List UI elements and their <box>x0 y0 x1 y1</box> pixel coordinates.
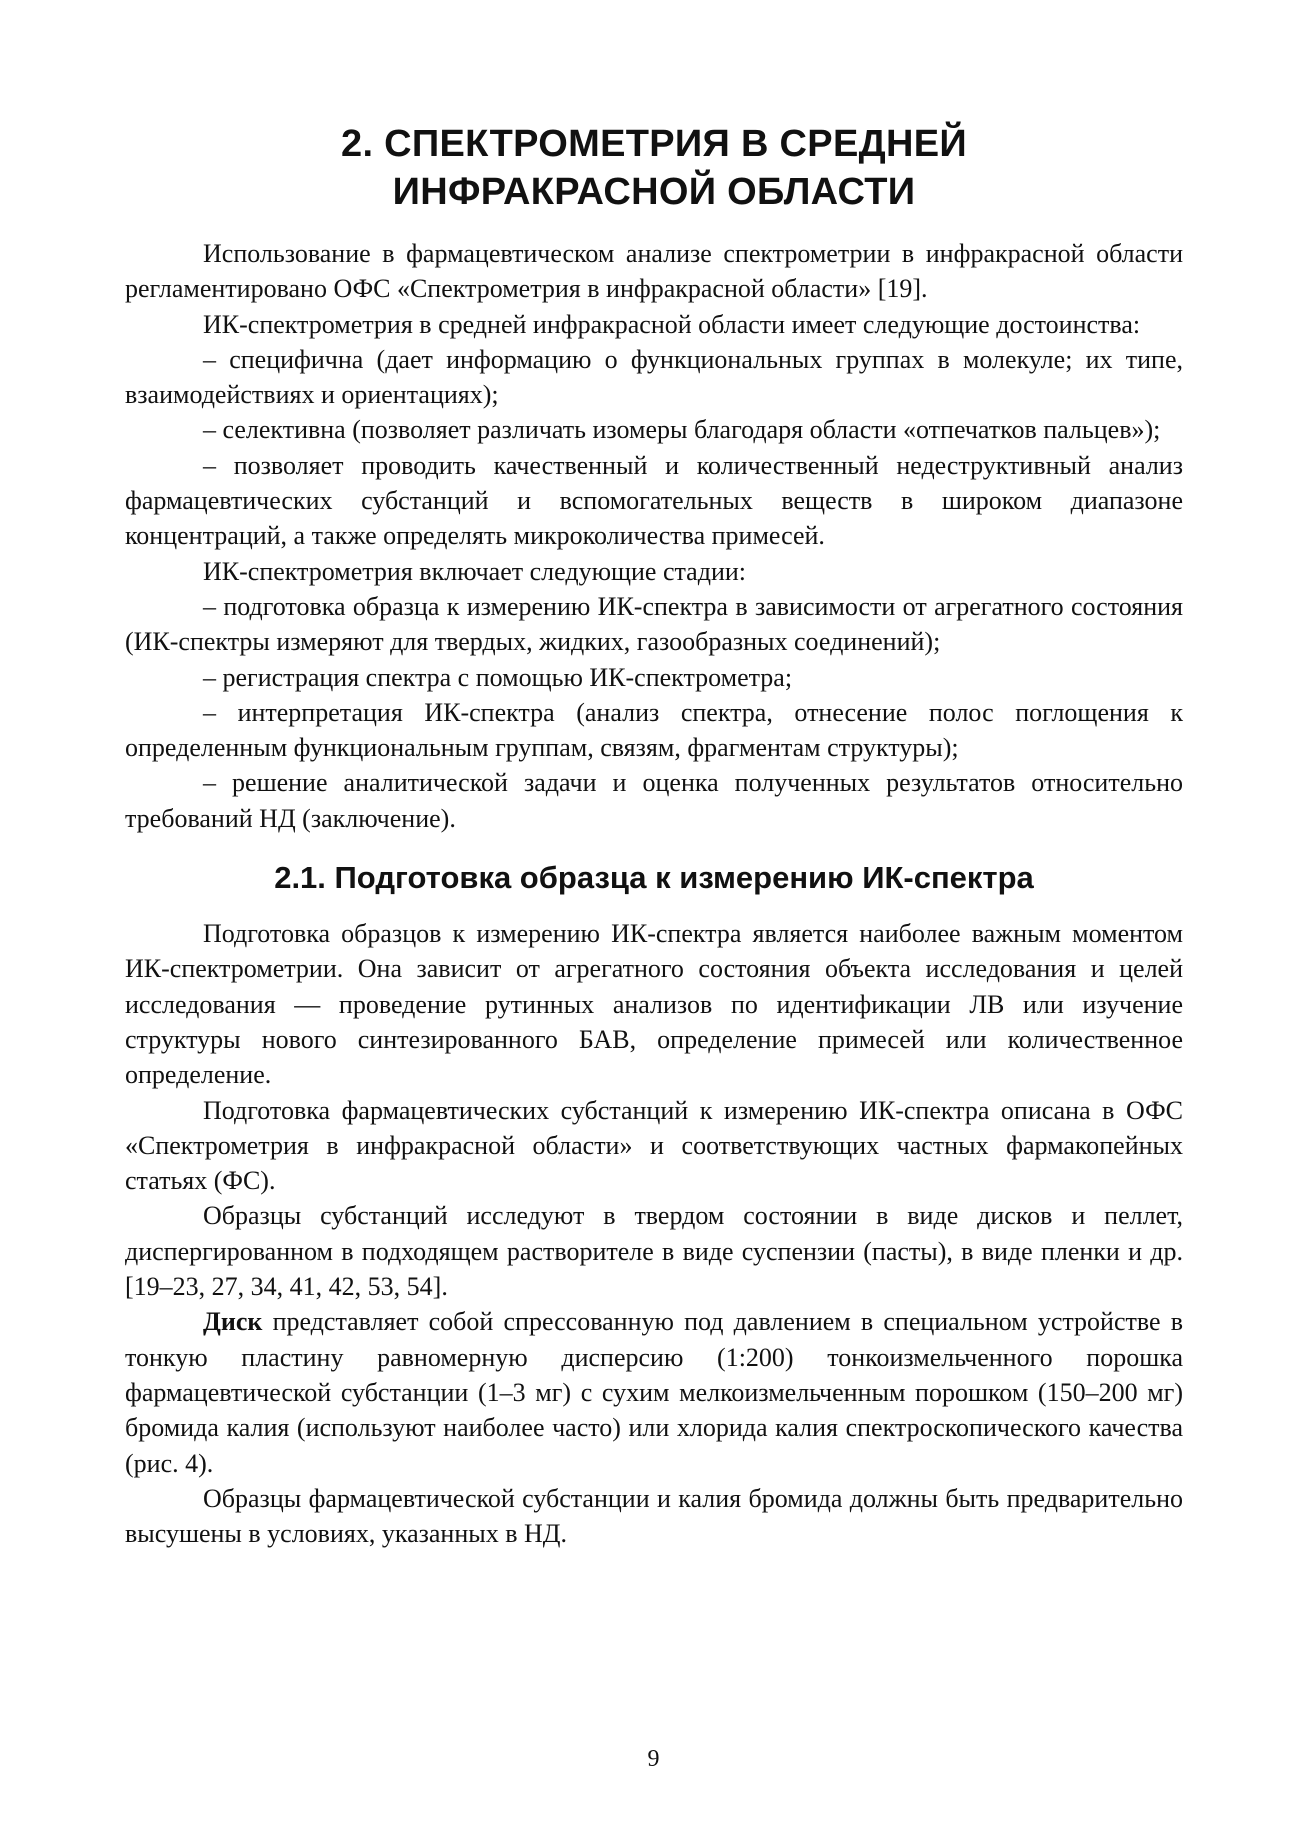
page-content <box>125 120 1183 1551</box>
disk-definition: представляет собой спрессованную под давлением в специальном устройстве в тонкую пластину равномерную дисперсию (1:200) тонкоизмельченного порошка фармацевтической субстанции (1–3 мг) с сухим мелкоизмельченным порошком (150–200 мг) бромида калия (используют наиболее часто) или хлорида калия спектроскопического качества (рис. 4). <box>125 1307 1183 1478</box>
paragraph: Образцы субстанций исследуют в твердом состоянии в виде дисков и пеллет, диспергированном в подходящем растворителе в виде суспензии (пасты), в виде пленки и др. [19–23, 27, 34, 41, 42, 53, 54]. <box>125 1201 1183 1302</box>
paragraph: Подготовка фармацевтических субстанций к измерению ИК-спектра описана в ОФС «Спектрометрия в инфракрасной области» и соответствующих частных фармакопейных статьях (ФС). <box>125 1095 1183 1196</box>
paragraph: ИК-спектрометрия в средней инфракрасной области имеет следующие достоинства: <box>203 309 1141 339</box>
page-number: 9 <box>647 1746 660 1772</box>
disk-term: Диск <box>203 1307 263 1337</box>
list-item: – подготовка образца к измерению ИК-спектра в зависимости от агрегатного состояния (ИК-спектры измеряют для твердых, жидких, газообразных соединений); <box>125 591 1183 657</box>
list-item: – позволяет проводить качественный и количественный недеструктивный анализ фармацевтических субстанций и вспомогательных веществ в широком диапазоне концентраций, а также определять микроколичества примесей. <box>125 450 1183 551</box>
section-title: 2.1. Подготовка образца к измерению ИК-спектра <box>274 860 1034 896</box>
paragraph: ИК-спектрометрия включает следующие стадии: <box>203 556 747 586</box>
chapter-title-line1: 2. СПЕКТРОМЕТРИЯ В СРЕДНЕЙ <box>341 123 967 165</box>
paragraph: Образцы фармацевтической субстанции и калия бромида должны быть предварительно высушены в условиях, указанных в НД. <box>125 1483 1183 1549</box>
chapter-title <box>125 120 1183 216</box>
paragraph: Подготовка образцов к измерению ИК-спектра является наиболее важным моментом ИК-спектрометрии. Она зависит от агрегатного состояния объекта исследования и целей исследования — проведение рутинных анализов по идентификации ЛВ или изучение структуры нового синтезированного БАВ, определение примесей или количественное определение. <box>125 919 1183 1090</box>
list-item: – интерпретация ИК-спектра (анализ спектра, отнесение полос поглощения к определенным функциональным группам, связям, фрагментам структуры); <box>125 697 1183 763</box>
list-item: – специфична (дает информацию о функциональных группах в молекуле; их типе, взаимодействиях и ориентациях); <box>125 344 1183 410</box>
list-item: – регистрация спектра с помощью ИК-спектрометра; <box>203 662 793 692</box>
list-item: – селективна (позволяет различать изомеры благодаря области «отпечатков пальцев»); <box>203 415 1161 445</box>
disk-paragraph <box>125 1304 1183 1480</box>
paragraph: Использование в фармацевтическом анализе спектрометрии в инфракрасной области регламентировано ОФС «Спектрометрия в инфракрасной области» [19]. <box>125 239 1183 304</box>
list-item: – решение аналитической задачи и оценка полученных результатов относительно требований НД (заключение). <box>125 768 1183 833</box>
chapter-title-line2: ИНФРАКРАСНОЙ ОБЛАСТИ <box>392 171 916 213</box>
